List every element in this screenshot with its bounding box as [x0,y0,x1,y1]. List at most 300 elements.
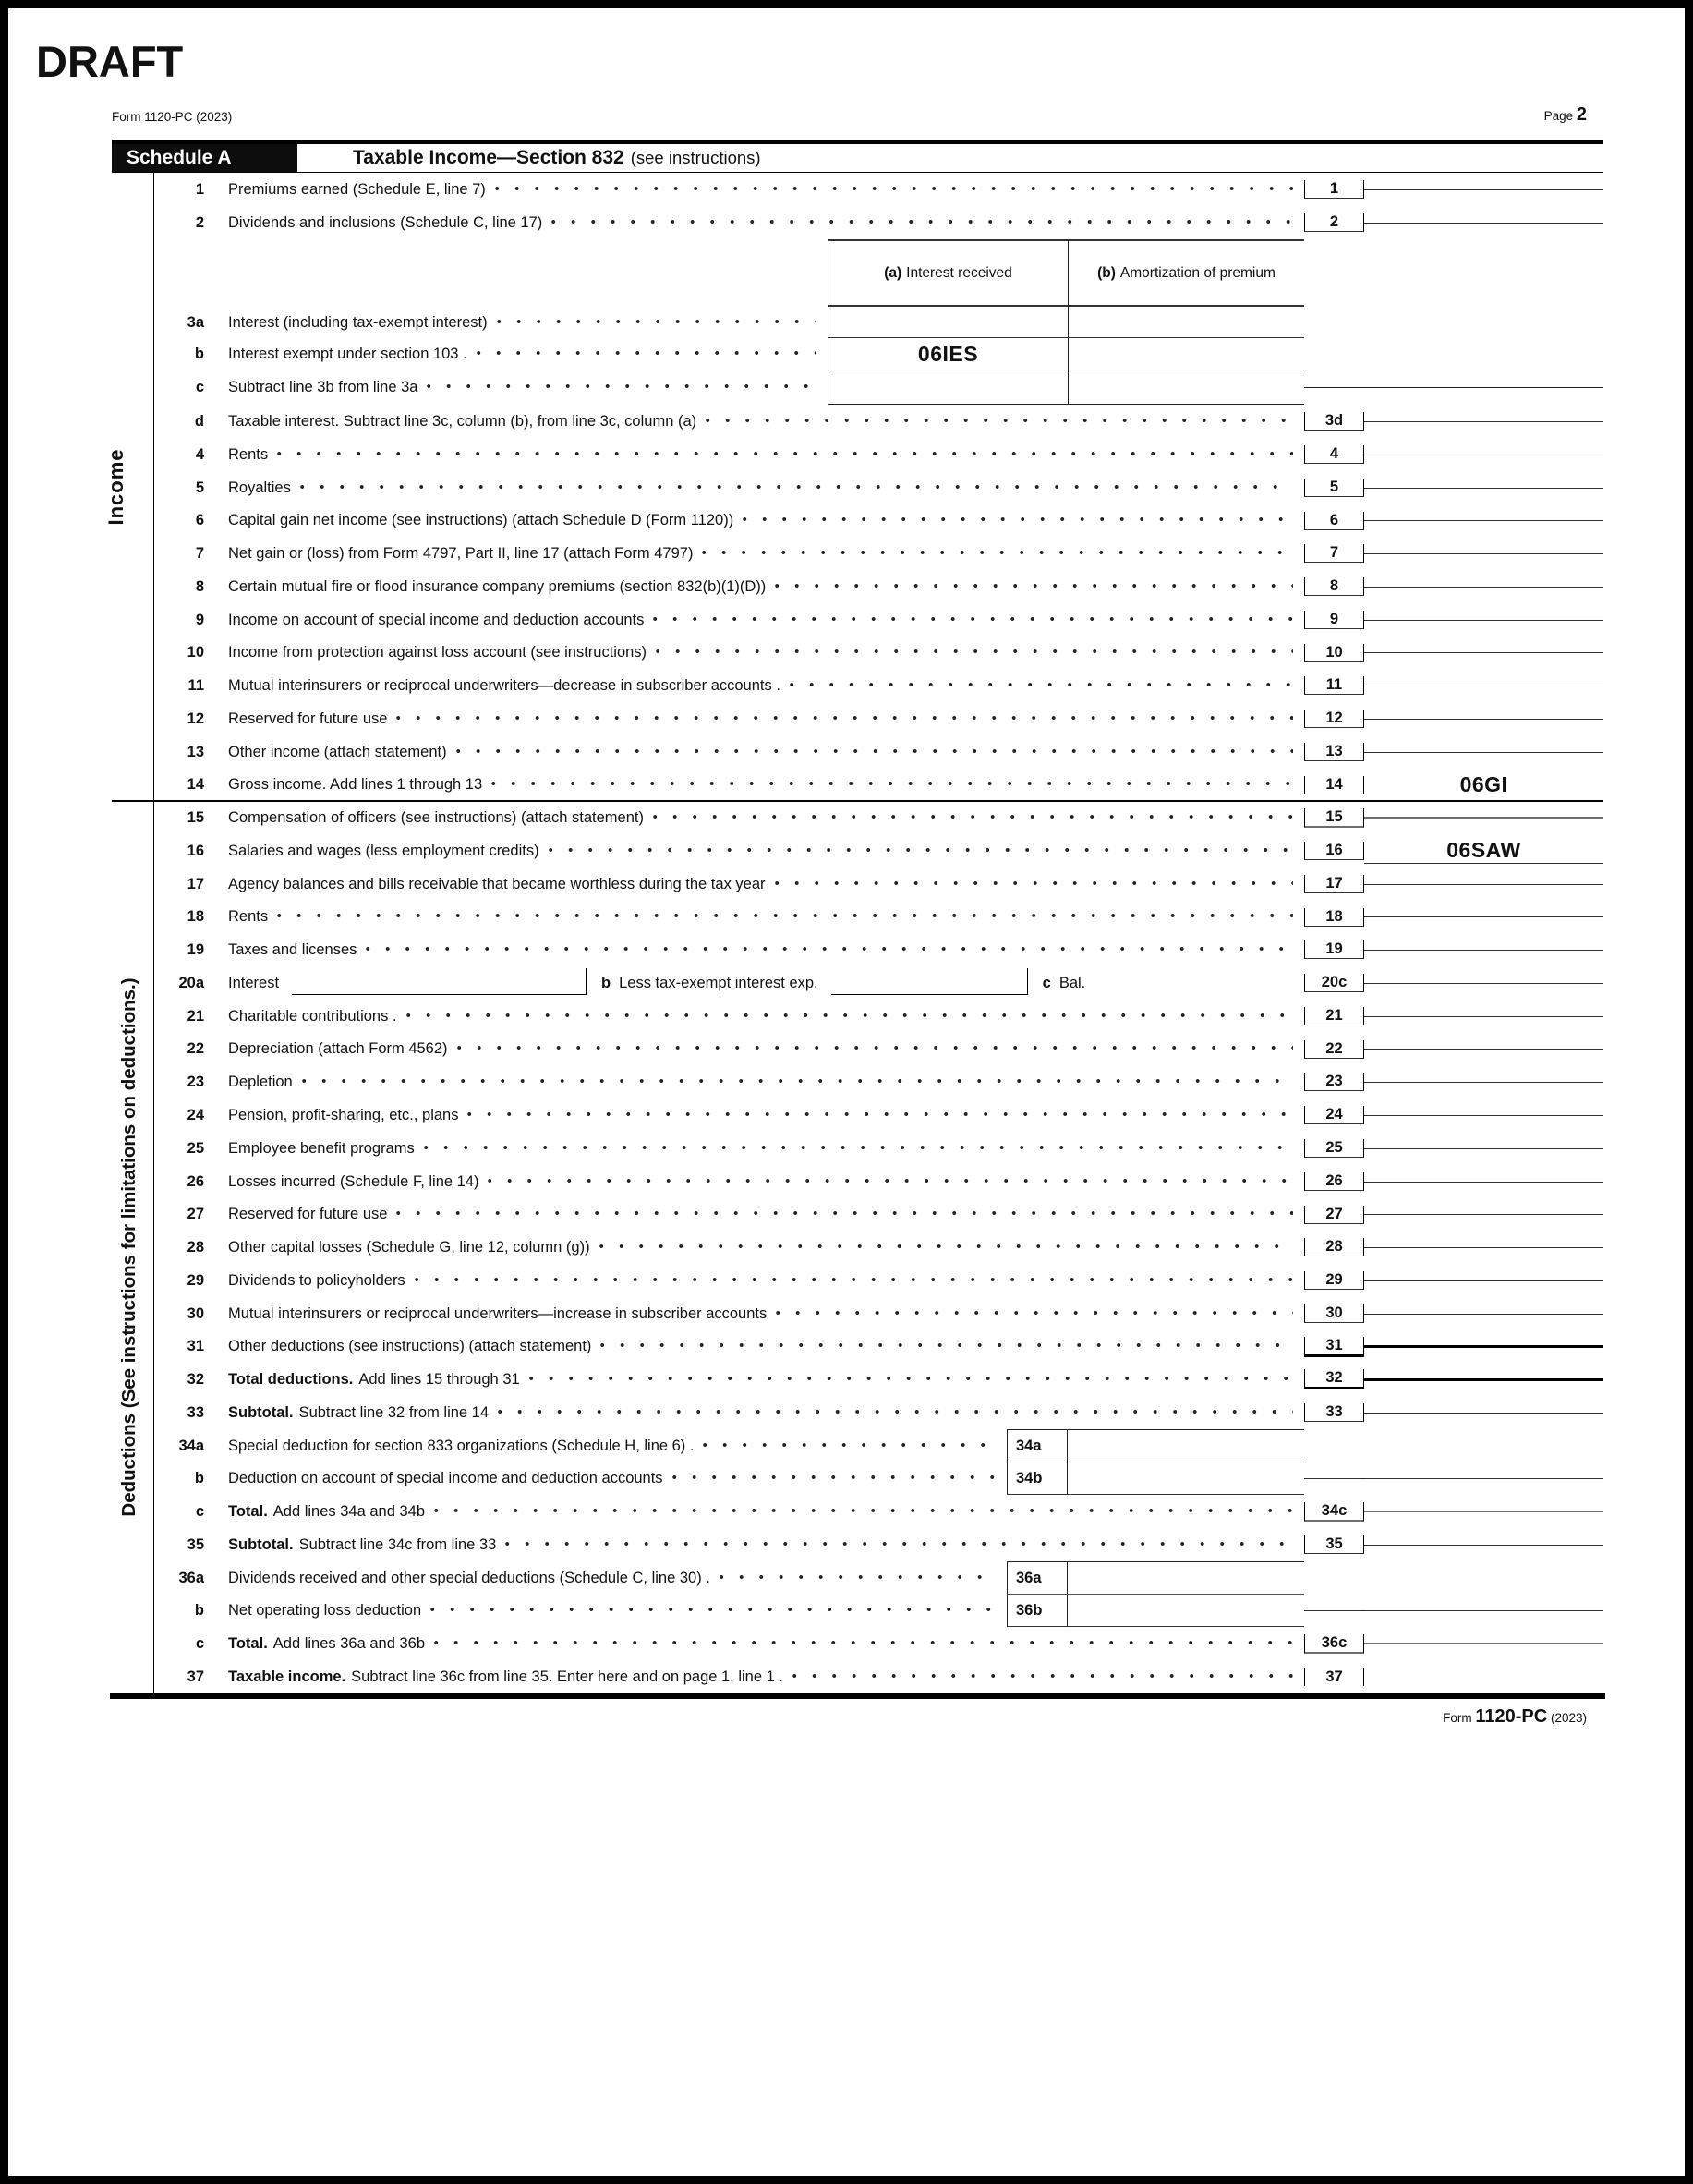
line-number: 27 [187,1206,204,1222]
line-number: 12 [187,710,204,727]
inner-amount-cell[interactable] [1068,1595,1304,1627]
form-row-28 [112,1231,1603,1264]
row-description [221,1206,1304,1223]
row-label-bold: Taxable income. [228,1668,346,1685]
row-label: Gross income. Add lines 1 through 13 [228,776,483,793]
form-row-6 [112,504,1603,537]
row-label: Income from protection against loss account (see instructions) [228,644,647,661]
page-word: Page [1543,109,1574,123]
line-number-cell: 15 [1304,808,1364,828]
row-label: Agency balances and bills receivable that became worthless during the tax year [228,875,766,892]
line-number-cell: 30 [1304,1304,1364,1323]
row-description [221,644,1304,661]
dot-leader [434,1508,1293,1513]
form-row-5 [112,471,1603,504]
dot-leader [775,583,1293,588]
row-description [221,1404,1304,1422]
row-label: Royalties [228,479,291,496]
footer-form-name: 1120-PC [1475,1706,1548,1727]
amount-cell[interactable] [1364,838,1603,864]
amount-cell[interactable] [1364,950,1603,951]
form-row-3c [112,370,1603,405]
row-label-bold: Total deductions. [228,1370,354,1388]
form-row-31 [112,1330,1603,1363]
row-description [221,545,1304,563]
row-label: Pension, profit-sharing, etc., plans [228,1106,459,1123]
form-row-36c [112,1627,1603,1660]
income-deductions-divider [112,800,1603,802]
amount-cell[interactable] [1364,1082,1603,1083]
row-label: Depreciation (attach Form 4562) [228,1040,448,1057]
amount-cell-shaded [1364,387,1603,388]
dot-leader [491,781,1293,786]
amount-cell[interactable] [1364,1182,1603,1183]
amount-cell[interactable] [1364,817,1603,819]
line-number-cell: 16 [1304,842,1364,860]
line-number-cell: 18 [1304,908,1364,927]
row-label: Interest exempt under section 103 . [228,346,467,362]
dot-leader [300,484,1293,490]
column-header-b: (b) Amortization of premium [1068,239,1304,307]
amount-cell[interactable] [1364,652,1603,653]
column-a-tag: (a) [884,264,902,281]
form-row-36a [112,1561,1603,1595]
row-description [221,181,1304,199]
tax-exempt-interest-label: Less tax-exempt interest exp. [619,974,818,991]
form-row-34a [112,1429,1603,1462]
form-row-20 [112,966,1603,1000]
amount-cell[interactable] [1364,620,1603,621]
row-label: Other deductions (see instructions) (attach statement) [228,1338,592,1354]
row-description [221,1074,1304,1091]
row-description [221,809,1304,827]
form-row-21 [112,1000,1603,1033]
tax-exempt-entry-field[interactable] [831,968,1028,995]
line-number: 17 [187,875,204,892]
amount-cell[interactable] [1364,916,1603,917]
dot-leader [498,1409,1293,1414]
line-number-cell: 20c [1304,974,1364,992]
line-number: c [195,1634,204,1652]
form-row-10 [112,637,1603,669]
amount-cell[interactable] [1364,752,1603,753]
row-label: Mutual interinsurers or reciprocal underwriters—decrease in subscriber accounts . [228,676,780,694]
footer-year: (2023) [1550,1711,1587,1725]
amount-cell[interactable] [1364,1643,1603,1644]
form-row-17 [112,868,1603,901]
amount-cell[interactable] [1364,1016,1603,1017]
form-row-34c [112,1495,1603,1528]
row-label: Salaries and wages (less employment credits) [228,842,539,859]
dot-leader [599,1244,1293,1249]
footer-prefix: Form [1443,1711,1472,1725]
line-number: d [194,412,204,430]
line-number: 24 [187,1106,204,1123]
line-number: 16 [187,842,204,859]
line-number: c [195,1502,204,1520]
schedule-name-box: Schedule A [112,144,297,172]
row-label: Other income (attach statement) [228,743,447,760]
line-number: 30 [187,1304,204,1322]
line-number: 26 [187,1172,204,1190]
amount-cell[interactable] [1364,1345,1603,1348]
value-code: 06GI [1459,772,1508,796]
row-description [221,1040,1304,1058]
dot-leader [792,1673,1293,1679]
row-label: Dividends received and other special deductions (Schedule C, line 30) . [228,1569,710,1586]
sub-letter-c: c [1042,974,1051,991]
dot-leader [775,880,1294,886]
row-label: Depletion [228,1073,293,1090]
row-label: Subtract line 34c from line 33 [298,1535,497,1553]
form-row-34b [112,1462,1603,1495]
row-description [221,1140,1304,1158]
line-number-cell: 19 [1304,940,1364,959]
row-description [221,379,828,396]
row-label: Premiums earned (Schedule E, line 7) [228,180,486,198]
amortization-cell[interactable] [1068,307,1304,338]
line-number-cell: 33 [1304,1403,1364,1422]
value-code: 06IES [917,341,979,366]
row-label: Income on account of special income and deduction accounts [228,611,645,628]
line-number: 34a [178,1437,204,1454]
amount-cell[interactable] [1364,223,1603,224]
schedule-a-table [112,173,1603,1699]
dot-leader [434,1640,1293,1645]
line-number-cell: 25 [1304,1139,1364,1158]
amount-cell[interactable] [1364,1049,1603,1050]
dot-leader [505,1541,1293,1547]
form-row-37 [112,1660,1603,1693]
dot-leader [430,1607,996,1612]
dot-leader [415,1277,1293,1282]
line-number: 37 [187,1668,204,1685]
row-description [221,1668,1304,1686]
row-label: Reserved for future use [228,1206,388,1222]
form-row-36b [112,1595,1603,1627]
form-row-12 [112,702,1603,735]
amount-cell[interactable] [1364,1280,1603,1281]
row-description [221,446,1304,464]
line-number: 3a [187,313,204,331]
line-number-cell: 17 [1304,875,1364,893]
income-section-label: Income [104,448,127,526]
dot-leader [302,1078,1293,1084]
line-number: 1 [195,180,204,198]
dot-leader [790,682,1293,687]
row-label: Other capital losses (Schedule G, line 12, column (g)) [228,1238,590,1256]
line-number: 7 [195,544,204,562]
line-number: 23 [187,1073,204,1090]
row-label: Taxes and licenses [228,940,357,958]
row-label: Rents [228,445,269,463]
line-number-cell: 34c [1304,1502,1364,1522]
line-number: 2 [195,213,204,231]
dot-leader [702,550,1293,555]
line-number: 35 [187,1535,204,1553]
row-description [221,677,1304,695]
interest-received-cell[interactable] [828,338,1068,370]
form-row-29 [112,1264,1603,1297]
dot-leader [551,219,1293,224]
sub-letter-b: b [601,974,611,991]
form-row-9 [112,603,1603,637]
page-number: 2 [1576,104,1587,125]
form-row-27 [112,1198,1603,1231]
line-number: b [194,1470,204,1486]
dot-leader [743,516,1293,522]
amount-cell[interactable] [1364,488,1603,489]
line-number-cell: 36c [1304,1634,1364,1654]
row-description [221,413,1304,431]
line-number: 14 [187,776,204,793]
line-number-cell: 8 [1304,577,1364,596]
amount-cell[interactable] [1364,1314,1603,1315]
line-number: 15 [187,808,204,826]
dot-leader [427,383,816,389]
row-description [221,346,828,363]
inner-line-number-cell: 36b [1007,1595,1068,1627]
row-description [221,512,1304,529]
amount-cell[interactable] [1364,1115,1603,1116]
form-row-35 [112,1528,1603,1561]
amount-cell[interactable] [1364,772,1603,797]
row-label: Certain mutual fire or flood insurance company premiums (section 832(b)(1)(D)) [228,577,767,595]
amount-cell[interactable] [1364,1511,1603,1512]
line-number-cell: 1 [1304,180,1364,199]
form-id-header: Form 1120-PC (2023) [112,110,233,124]
amortization-cell[interactable] [1068,370,1304,405]
row-label-bold: Total. [228,1634,268,1652]
line-number: 13 [187,743,204,760]
amount-cell[interactable] [1364,983,1603,984]
dot-leader [653,814,1293,819]
row-label-bold: Subtotal. [228,1535,294,1553]
form-row-16 [112,834,1603,868]
balance-label: Bal. [1058,974,1086,991]
row-label: Net operating loss deduction [228,1602,422,1619]
line-number-cell: 7 [1304,544,1364,563]
inner-amount-cell[interactable] [1068,1462,1304,1495]
line-number: 29 [187,1271,204,1289]
line-number-cell: 12 [1304,710,1364,728]
line-number-cell: 32 [1304,1369,1364,1389]
row-description [221,1239,1304,1256]
row-description [221,1371,1304,1389]
schedule-title-text: Taxable Income—Section 832 [353,147,624,168]
dot-leader [277,913,1293,918]
amount-cell[interactable] [1364,189,1603,190]
row-label: Subtract line 32 from line 14 [298,1403,490,1421]
page-reference [1544,104,1587,126]
row-label: Special deduction for section 833 organizations (Schedule H, line 6) . [228,1437,695,1454]
line-number: 8 [195,577,204,595]
form-row-14 [112,769,1603,801]
dot-leader [467,1111,1293,1117]
row-description [221,1438,1007,1455]
dot-leader [495,186,1293,191]
amount-cell[interactable] [1364,1148,1603,1149]
inner-amount-cell[interactable] [1068,1429,1304,1462]
dot-leader [277,451,1293,456]
dot-leader [720,1574,996,1580]
value-code: 06SAW [1446,838,1521,862]
dot-leader [529,1376,1293,1381]
row-label: Add lines 34a and 34b [272,1502,425,1520]
line-number-cell: 29 [1304,1271,1364,1290]
row-label: Add lines 15 through 31 [358,1370,520,1388]
row-description [221,968,1304,998]
row-description [221,612,1304,629]
line-number-cell: 4 [1304,445,1364,464]
line-number-cell: 24 [1304,1106,1364,1124]
line-number: 5 [195,479,204,496]
row-description [221,314,828,332]
row-label: Losses incurred (Schedule F, line 14) [228,1172,479,1190]
dot-leader [396,1210,1293,1216]
dot-leader [477,350,816,356]
line-number-cell: 21 [1304,1007,1364,1025]
row-description [221,1503,1304,1521]
form-row-22 [112,1033,1603,1065]
dot-leader [653,616,1293,622]
row-description [221,1272,1304,1290]
schedule-subtitle: (see instructions) [630,148,761,167]
row-description [221,876,1304,893]
line-number: 32 [187,1370,204,1388]
form-row-18 [112,901,1603,933]
form-row-25 [112,1132,1603,1165]
dot-leader [549,847,1293,853]
dot-leader [456,748,1293,754]
row-description [221,843,1304,860]
amount-cell[interactable] [1364,587,1603,588]
dot-leader [703,1442,996,1448]
form-row-3a [112,307,1603,338]
form-row-11 [112,669,1603,702]
row-label: Mutual interinsurers or reciprocal underwriters—increase in subscriber accounts [228,1304,768,1322]
line-number: 22 [187,1040,204,1057]
row-label: Interest (including tax-exempt interest) [228,313,488,331]
row-label: Charitable contributions . [228,1007,397,1025]
form-row-2 [112,206,1603,239]
line-number: 36a [178,1569,204,1586]
table-bottom-rule [110,1693,1605,1699]
line-number-cell: 5 [1304,479,1364,497]
row-description [221,1173,1304,1191]
row-description [221,1008,1304,1025]
row-label: Add lines 36a and 36b [272,1634,425,1652]
interest-entry-field[interactable] [292,968,587,995]
amount-cell[interactable] [1364,421,1603,422]
amount-cell[interactable] [1364,520,1603,521]
schedule-title [297,144,761,172]
line-number: 31 [187,1338,204,1354]
line-number-cell: 26 [1304,1172,1364,1191]
form-row-32 [112,1363,1603,1396]
line-number-cell: 22 [1304,1040,1364,1059]
form-row-23 [112,1065,1603,1098]
row-label: Compensation of officers (see instructions) (attach statement) [228,808,644,826]
line-number: 9 [195,611,204,628]
form-row-15 [112,801,1603,834]
line-number: 11 [187,676,204,694]
row-description [221,1338,1304,1355]
amount-cell[interactable] [1364,1545,1603,1546]
line-number: 6 [195,512,204,528]
row-description [221,1536,1304,1554]
line-number-cell: 31 [1304,1337,1364,1357]
amount-cell[interactable] [1364,553,1603,554]
row-description [221,578,1304,596]
line-number-cell: 3d [1304,412,1364,431]
line-number: 33 [187,1403,204,1421]
row-label: Deduction on account of special income and deduction accounts [228,1470,663,1486]
line-number: 25 [187,1139,204,1157]
amount-cell [1364,719,1603,720]
line-number-cell: 27 [1304,1206,1364,1224]
interest-label: Interest [228,974,280,991]
form-row-19 [112,933,1603,966]
row-label: Subtract line 3b from line 3a [228,379,418,395]
amount-cell[interactable] [1364,1378,1603,1381]
line-number-cell: 6 [1304,512,1364,530]
dot-leader [406,1013,1293,1018]
line-number: 10 [187,644,204,661]
row-description [221,1635,1304,1653]
line-number-cell: 14 [1304,776,1364,794]
row-label: Employee benefit programs [228,1139,415,1157]
row-description [221,1602,1007,1620]
amount-cell[interactable] [1364,1413,1603,1414]
dot-leader [672,1474,996,1480]
row-description [221,1570,1007,1587]
row-description [221,710,1304,728]
line-number-cell: 37 [1304,1668,1364,1686]
row-label: Net gain or (loss) from Form 4797, Part II, line 17 (attach Form 4797) [228,544,694,562]
row-description [221,1470,1007,1487]
inner-amount-cell[interactable] [1068,1561,1304,1595]
row-label: Dividends and inclusions (Schedule C, line 17) [228,213,543,231]
line-number: 19 [187,940,204,958]
amount-cell[interactable] [1364,884,1603,885]
row-description [221,479,1304,497]
schedule-header-bar [112,140,1603,173]
interest-received-cell[interactable] [828,370,1068,405]
line-number: b [194,1602,204,1619]
line-number: 4 [195,445,204,463]
row-description [221,214,1304,232]
dot-leader [366,946,1293,952]
interest-received-cell[interactable] [828,307,1068,338]
draft-watermark: DRAFT [36,37,184,86]
form-row-33 [112,1396,1603,1429]
dot-leader [396,715,1293,721]
inner-line-number-cell: 34a [1007,1429,1068,1462]
form-row-1 [112,173,1603,206]
form-row-3b [112,338,1603,370]
deductions-section-label: Deductions (See instructions for limitations on deductions.) [118,977,139,1517]
dot-leader [488,1178,1293,1183]
amount-cell[interactable] [1364,1247,1603,1248]
line-number: 28 [187,1238,204,1256]
row-description [221,1305,1304,1323]
amortization-cell[interactable] [1068,338,1304,370]
line-number-cell: 2 [1304,213,1364,232]
form-row-26 [112,1165,1603,1198]
dot-leader [457,1045,1293,1050]
line-number: 20a [178,974,204,991]
